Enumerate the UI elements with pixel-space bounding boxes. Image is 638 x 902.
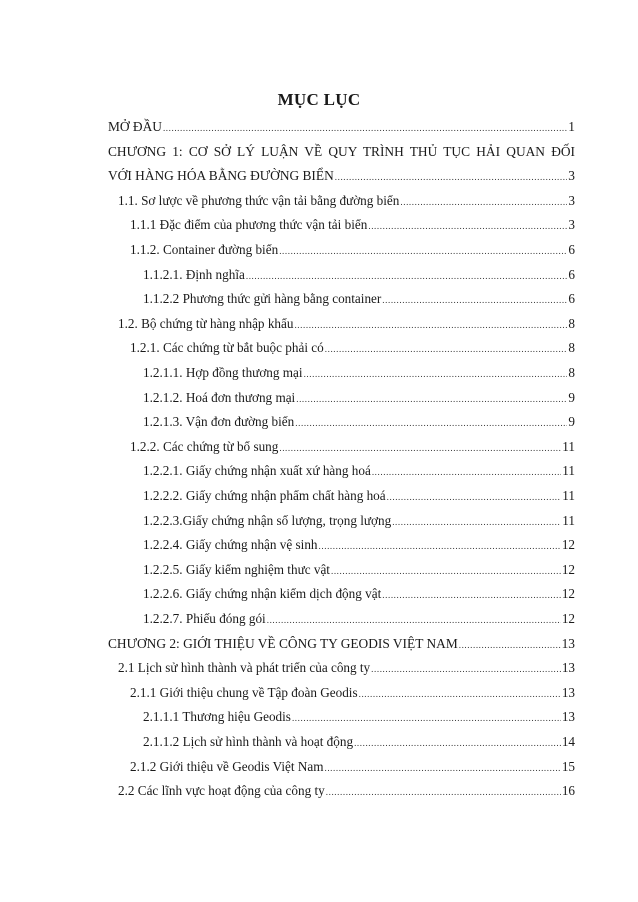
toc-entry[interactable] <box>143 266 575 285</box>
toc-title: MỤC LỤC <box>277 90 361 109</box>
toc-page-number: 13 <box>561 685 575 700</box>
toc-entry-label: CHƯƠNG 2: GIỚI THIỆU VỀ CÔNG TY GEODIS VIỆT NAM <box>108 636 458 651</box>
toc-entry[interactable] <box>130 758 575 777</box>
dot-leader <box>372 463 561 481</box>
toc-page-number: 8 <box>568 365 575 380</box>
dot-leader <box>163 119 567 137</box>
toc-entry-label: 2.1 Lịch sử hình thành và phát triển của công ty <box>118 660 371 675</box>
dot-leader <box>325 340 568 358</box>
dot-leader <box>382 291 567 309</box>
toc-entry[interactable] <box>143 512 575 531</box>
toc-entry-label: 1.1.2.1. Định nghĩa <box>143 267 245 282</box>
dot-leader <box>335 168 568 186</box>
toc-entry[interactable] <box>143 708 575 727</box>
toc-entry[interactable] <box>143 487 575 506</box>
dot-leader <box>387 488 562 506</box>
toc-page-number: 11 <box>562 439 575 454</box>
dot-leader <box>371 660 561 678</box>
toc-entry[interactable] <box>143 610 575 629</box>
toc-page-number: 8 <box>568 340 575 355</box>
dot-leader <box>296 390 567 408</box>
toc-page-number: 8 <box>568 316 575 331</box>
toc-entry-label: 1.2.1. Các chứng từ bắt buộc phải có <box>130 340 324 355</box>
toc-page-number: 3 <box>568 193 575 208</box>
toc-entry[interactable] <box>108 167 575 186</box>
toc-entry[interactable] <box>130 438 575 457</box>
dot-leader <box>359 685 561 703</box>
toc-page-number: 11 <box>562 488 575 503</box>
toc-entry-label: 1.1.1 Đặc điểm của phương thức vận tải biển <box>130 217 368 232</box>
toc-entry[interactable] <box>130 216 575 235</box>
dot-leader <box>295 414 567 432</box>
toc-entry[interactable] <box>143 733 575 752</box>
dot-leader <box>382 586 561 604</box>
toc-entry-label: 1.1. Sơ lược về phương thức vận tải bằng đường biển <box>118 193 400 208</box>
toc-entry-label: 1.2.2.7. Phiếu đóng gói <box>143 611 266 626</box>
toc-entry[interactable] <box>143 389 575 408</box>
dot-leader <box>324 759 560 777</box>
toc-entry-label: 1.2.2.1. Giấy chứng nhận xuất xứ hàng hoá <box>143 463 371 478</box>
toc-entry[interactable] <box>143 585 575 604</box>
toc-entry[interactable] <box>143 561 575 580</box>
toc-page-number: 9 <box>568 414 575 429</box>
toc-entry-label: VỚI HÀNG HÓA BẰNG ĐƯỜNG BIỂN <box>108 168 334 183</box>
toc-entry[interactable] <box>143 413 575 432</box>
toc-page-number: 15 <box>561 759 575 774</box>
dot-leader <box>279 242 567 260</box>
toc-entry[interactable] <box>130 684 575 703</box>
dot-leader <box>246 267 568 285</box>
toc-entry[interactable] <box>130 339 575 358</box>
toc-entry-label: 2.1.2 Giới thiệu về Geodis Việt Nam <box>130 759 324 774</box>
toc-entry[interactable] <box>143 462 575 481</box>
dot-leader <box>294 316 567 334</box>
toc-entry-label: 2.1.1.1 Thương hiệu Geodis <box>143 709 291 724</box>
toc-entry[interactable] <box>143 364 575 383</box>
dot-leader <box>292 709 561 727</box>
toc-entry[interactable] <box>108 635 575 654</box>
toc-page-number: 13 <box>561 660 575 675</box>
toc-page-number: 12 <box>561 537 575 552</box>
dot-leader <box>354 734 561 752</box>
toc-page-number: 3 <box>568 168 575 183</box>
toc-entry-label: MỞ ĐẦU <box>108 119 162 134</box>
dot-leader <box>368 217 567 235</box>
toc-page-number: 13 <box>561 709 575 724</box>
toc-page-number: 9 <box>568 390 575 405</box>
toc-entry[interactable] <box>130 241 575 260</box>
dot-leader <box>392 513 561 531</box>
toc-entry-label: 2.1.1.2 Lịch sử hình thành và hoạt động <box>143 734 354 749</box>
dot-leader <box>319 537 561 555</box>
toc-page-number: 1 <box>568 119 575 134</box>
toc-entry-label: 1.2.1.3. Vận đơn đường biển <box>143 414 295 429</box>
toc-entry[interactable] <box>108 143 575 161</box>
toc-entry-label: 1.2.1.1. Hợp đồng thương mại <box>143 365 303 380</box>
toc-entry[interactable] <box>118 782 575 801</box>
toc-entry-label: 2.1.1 Giới thiệu chung về Tập đoàn Geodis <box>130 685 358 700</box>
toc-entry[interactable] <box>108 118 575 137</box>
toc-page-number: 16 <box>561 783 575 798</box>
toc-entry[interactable] <box>118 315 575 334</box>
dot-leader <box>331 562 561 580</box>
toc-page-number: 12 <box>561 562 575 577</box>
toc-page-number: 13 <box>561 636 575 651</box>
toc-page-number: 3 <box>568 217 575 232</box>
toc-entry[interactable] <box>143 290 575 309</box>
toc-page-number: 12 <box>561 611 575 626</box>
toc-entry-label: 1.2.2.2. Giấy chứng nhận phẩm chất hàng hoá <box>143 488 386 503</box>
toc-page-number: 11 <box>562 513 575 528</box>
toc-page-number: 11 <box>562 463 575 478</box>
toc-entry-label: 1.1.2.2 Phương thức gửi hàng bằng container <box>143 291 382 306</box>
toc-entry-label: 1.2.2.4. Giấy chứng nhận vệ sinh <box>143 537 318 552</box>
toc-entry-label: 2.2 Các lĩnh vực hoạt động của công ty <box>118 783 325 798</box>
dot-leader <box>267 611 561 629</box>
toc-page-number: 6 <box>568 242 575 257</box>
dot-leader <box>304 365 568 383</box>
dot-leader <box>459 636 561 654</box>
toc-entry-label: 1.2.2.3.Giấy chứng nhận số lượng, trọng lượng <box>143 513 392 528</box>
toc-page-number: 14 <box>561 734 575 749</box>
toc-entry-label: CHƯƠNG 1: CƠ SỞ LÝ LUẬN VỀ QUY TRÌNH THỦ TỤC HẢI QUAN ĐỐI <box>108 144 575 159</box>
toc-page-number: 12 <box>561 586 575 601</box>
toc-entry-label: 1.1.2. Container đường biển <box>130 242 279 257</box>
toc-entry-label: 1.2.2. Các chứng từ bổ sung <box>130 439 279 454</box>
toc-entry[interactable] <box>143 536 575 555</box>
dot-leader <box>400 193 567 211</box>
dot-leader <box>279 439 561 457</box>
toc-entry-label: 1.2.1.2. Hoá đơn thương mại <box>143 390 296 405</box>
dot-leader <box>326 783 561 801</box>
toc-entry[interactable] <box>118 659 575 678</box>
toc-entry[interactable] <box>118 192 575 211</box>
toc-page-number: 6 <box>568 291 575 306</box>
toc-page-number: 6 <box>568 267 575 282</box>
toc-entry-label: 1.2.2.6. Giấy chứng nhận kiểm dịch động vật <box>143 586 382 601</box>
toc-entry-label: 1.2. Bộ chứng từ hàng nhập khẩu <box>118 316 294 331</box>
toc-entry-label: 1.2.2.5. Giấy kiểm nghiệm thưc vật <box>143 562 330 577</box>
